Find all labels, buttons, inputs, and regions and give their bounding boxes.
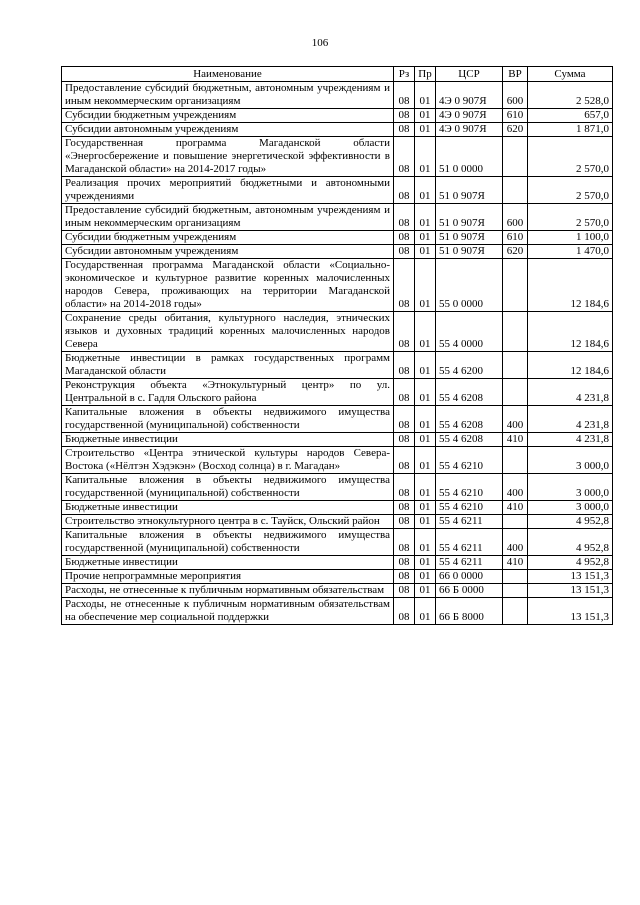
cell-pr: 01 <box>415 312 436 352</box>
cell-rz: 08 <box>394 259 415 312</box>
cell-csr: 66 Б 0000 <box>436 584 503 598</box>
cell-sum: 13 151,3 <box>528 584 613 598</box>
cell-csr: 55 4 6208 <box>436 406 503 433</box>
table-row <box>62 204 613 231</box>
cell-sum: 4 952,8 <box>528 556 613 570</box>
cell-sum: 12 184,6 <box>528 312 613 352</box>
cell-csr: 66 0 0000 <box>436 570 503 584</box>
budget-table <box>61 66 613 625</box>
cell-sum: 3 000,0 <box>528 447 613 474</box>
cell-rz: 08 <box>394 433 415 447</box>
cell-vr <box>503 570 528 584</box>
cell-csr: 55 4 6211 <box>436 529 503 556</box>
cell-vr <box>503 177 528 204</box>
cell-rz: 08 <box>394 245 415 259</box>
cell-sum: 12 184,6 <box>528 352 613 379</box>
cell-pr: 01 <box>415 584 436 598</box>
cell-name: Бюджетные инвестиции <box>62 501 394 515</box>
cell-name: Капитальные вложения в объекты недвижимого имущества государственной (муниципальной) собственности <box>62 406 394 433</box>
cell-vr <box>503 379 528 406</box>
cell-csr: 4Э 0 907Я <box>436 109 503 123</box>
cell-vr: 400 <box>503 406 528 433</box>
cell-name: Государственная программа Магаданской области «Социально-экономическое и культурное развитие коренных малочисленных народов Севера, проживающих на территории Магаданской области» на 2014-2018 годы» <box>62 259 394 312</box>
cell-pr: 01 <box>415 598 436 625</box>
table-row <box>62 177 613 204</box>
cell-csr: 55 4 0000 <box>436 312 503 352</box>
cell-vr: 620 <box>503 123 528 137</box>
cell-vr <box>503 598 528 625</box>
cell-sum: 2 570,0 <box>528 204 613 231</box>
cell-csr: 55 4 6211 <box>436 515 503 529</box>
cell-vr: 600 <box>503 82 528 109</box>
cell-pr: 01 <box>415 109 436 123</box>
cell-name: Бюджетные инвестиции в рамках государственных программ Магаданской области <box>62 352 394 379</box>
cell-name: Предоставление субсидий бюджетным, автономным учреждениям и иным некоммерческим организациям <box>62 82 394 109</box>
cell-pr: 01 <box>415 82 436 109</box>
cell-vr: 600 <box>503 204 528 231</box>
cell-rz: 08 <box>394 204 415 231</box>
cell-sum: 2 570,0 <box>528 137 613 177</box>
cell-pr: 01 <box>415 137 436 177</box>
cell-pr: 01 <box>415 474 436 501</box>
header-pr: Пр <box>415 67 436 82</box>
cell-name: Прочие непрограммные мероприятия <box>62 570 394 584</box>
table-row <box>62 515 613 529</box>
cell-sum: 4 952,8 <box>528 515 613 529</box>
cell-csr: 55 4 6210 <box>436 501 503 515</box>
cell-name: Строительство «Центра этнической культуры народов Севера-Востока («Нёлтэн Хэдэкэн» (Восход солнца) в г. Магадан» <box>62 447 394 474</box>
cell-csr: 55 0 0000 <box>436 259 503 312</box>
cell-sum: 4 231,8 <box>528 379 613 406</box>
cell-sum: 3 000,0 <box>528 474 613 501</box>
cell-csr: 55 4 6208 <box>436 433 503 447</box>
cell-name: Сохранение среды обитания, культурного наследия, этнических языков и духовных традиций коренных малочисленных народов Севера <box>62 312 394 352</box>
table-header-row <box>62 67 613 82</box>
table-row <box>62 259 613 312</box>
cell-csr: 55 4 6208 <box>436 379 503 406</box>
table-row <box>62 584 613 598</box>
table-row <box>62 556 613 570</box>
cell-rz: 08 <box>394 312 415 352</box>
cell-pr: 01 <box>415 529 436 556</box>
cell-pr: 01 <box>415 501 436 515</box>
cell-name: Капитальные вложения в объекты недвижимого имущества государственной (муниципальной) собственности <box>62 474 394 501</box>
cell-pr: 01 <box>415 406 436 433</box>
table-row <box>62 474 613 501</box>
header-csr: ЦСР <box>436 67 503 82</box>
cell-vr <box>503 352 528 379</box>
table-row <box>62 598 613 625</box>
cell-csr: 4Э 0 907Я <box>436 82 503 109</box>
cell-csr: 51 0 907Я <box>436 204 503 231</box>
table-row <box>62 82 613 109</box>
cell-vr <box>503 137 528 177</box>
cell-name: Государственная программа Магаданской области «Энергосбережение и повышение энергетической эффективности в Магаданской области» на 2014-2017 годы» <box>62 137 394 177</box>
cell-rz: 08 <box>394 177 415 204</box>
cell-rz: 08 <box>394 584 415 598</box>
cell-name: Бюджетные инвестиции <box>62 433 394 447</box>
cell-csr: 51 0 907Я <box>436 245 503 259</box>
table-row <box>62 312 613 352</box>
page-number: 106 <box>311 37 329 49</box>
cell-rz: 08 <box>394 352 415 379</box>
cell-name: Предоставление субсидий бюджетным, автономным учреждениям и иным некоммерческим организациям <box>62 204 394 231</box>
cell-sum: 12 184,6 <box>528 259 613 312</box>
cell-vr: 610 <box>503 109 528 123</box>
cell-rz: 08 <box>394 570 415 584</box>
table-row <box>62 245 613 259</box>
cell-csr: 51 0 907Я <box>436 177 503 204</box>
cell-name: Субсидии автономным учреждениям <box>62 123 394 137</box>
cell-rz: 08 <box>394 447 415 474</box>
cell-rz: 08 <box>394 515 415 529</box>
cell-pr: 01 <box>415 259 436 312</box>
cell-name: Строительство этнокультурного центра в с. Тауйск, Ольский район <box>62 515 394 529</box>
table-row <box>62 406 613 433</box>
header-sum: Сумма <box>528 67 613 82</box>
cell-rz: 08 <box>394 474 415 501</box>
cell-sum: 3 000,0 <box>528 501 613 515</box>
cell-rz: 08 <box>394 406 415 433</box>
cell-pr: 01 <box>415 556 436 570</box>
cell-sum: 13 151,3 <box>528 570 613 584</box>
cell-sum: 2 570,0 <box>528 177 613 204</box>
cell-sum: 2 528,0 <box>528 82 613 109</box>
cell-name: Субсидии автономным учреждениям <box>62 245 394 259</box>
cell-vr: 620 <box>503 245 528 259</box>
cell-vr <box>503 312 528 352</box>
cell-sum: 657,0 <box>528 109 613 123</box>
cell-vr: 610 <box>503 231 528 245</box>
table-row <box>62 570 613 584</box>
cell-name: Реконструкция объекта «Этнокультурный центр» по ул. Центральной в с. Гадля Ольского района <box>62 379 394 406</box>
table-row <box>62 231 613 245</box>
cell-csr: 51 0 907Я <box>436 231 503 245</box>
cell-pr: 01 <box>415 123 436 137</box>
cell-sum: 1 100,0 <box>528 231 613 245</box>
cell-sum: 13 151,3 <box>528 598 613 625</box>
cell-vr <box>503 259 528 312</box>
cell-sum: 1 871,0 <box>528 123 613 137</box>
cell-rz: 08 <box>394 123 415 137</box>
cell-name: Капитальные вложения в объекты недвижимого имущества государственной (муниципальной) собственности <box>62 529 394 556</box>
table-row <box>62 529 613 556</box>
cell-sum: 4 231,8 <box>528 433 613 447</box>
cell-rz: 08 <box>394 231 415 245</box>
cell-pr: 01 <box>415 177 436 204</box>
cell-csr: 55 4 6210 <box>436 474 503 501</box>
cell-pr: 01 <box>415 515 436 529</box>
cell-pr: 01 <box>415 447 436 474</box>
table-row <box>62 433 613 447</box>
cell-pr: 01 <box>415 204 436 231</box>
cell-name: Реализация прочих мероприятий бюджетными и автономными учреждениями <box>62 177 394 204</box>
cell-rz: 08 <box>394 556 415 570</box>
table-row <box>62 109 613 123</box>
table-row <box>62 447 613 474</box>
table-body <box>62 82 613 625</box>
cell-pr: 01 <box>415 245 436 259</box>
cell-csr: 51 0 0000 <box>436 137 503 177</box>
cell-pr: 01 <box>415 379 436 406</box>
cell-sum: 4 952,8 <box>528 529 613 556</box>
cell-vr: 410 <box>503 501 528 515</box>
cell-rz: 08 <box>394 501 415 515</box>
table-row <box>62 352 613 379</box>
cell-rz: 08 <box>394 137 415 177</box>
cell-csr: 55 4 6210 <box>436 447 503 474</box>
cell-sum: 1 470,0 <box>528 245 613 259</box>
header-name: Наименование <box>62 67 394 82</box>
cell-pr: 01 <box>415 231 436 245</box>
cell-rz: 08 <box>394 109 415 123</box>
cell-csr: 55 4 6211 <box>436 556 503 570</box>
cell-csr: 4Э 0 907Я <box>436 123 503 137</box>
header-rz: Рз <box>394 67 415 82</box>
cell-vr: 410 <box>503 433 528 447</box>
cell-vr: 410 <box>503 556 528 570</box>
cell-rz: 08 <box>394 529 415 556</box>
cell-rz: 08 <box>394 598 415 625</box>
table-row <box>62 379 613 406</box>
cell-name: Расходы, не отнесенные к публичным нормативным обязательствам <box>62 584 394 598</box>
cell-name: Расходы, не отнесенные к публичным нормативным обязательствам на обеспечение мер социальной поддержки <box>62 598 394 625</box>
cell-name: Бюджетные инвестиции <box>62 556 394 570</box>
cell-rz: 08 <box>394 379 415 406</box>
cell-sum: 4 231,8 <box>528 406 613 433</box>
cell-vr: 400 <box>503 529 528 556</box>
cell-rz: 08 <box>394 82 415 109</box>
cell-pr: 01 <box>415 352 436 379</box>
cell-name: Субсидии бюджетным учреждениям <box>62 109 394 123</box>
cell-vr: 400 <box>503 474 528 501</box>
cell-pr: 01 <box>415 433 436 447</box>
cell-csr: 55 4 6200 <box>436 352 503 379</box>
cell-vr <box>503 584 528 598</box>
table-row <box>62 137 613 177</box>
cell-name: Субсидии бюджетным учреждениям <box>62 231 394 245</box>
cell-vr <box>503 515 528 529</box>
cell-vr <box>503 447 528 474</box>
cell-csr: 66 Б 8000 <box>436 598 503 625</box>
cell-pr: 01 <box>415 570 436 584</box>
table-row <box>62 123 613 137</box>
header-vr: ВР <box>503 67 528 82</box>
table-row <box>62 501 613 515</box>
